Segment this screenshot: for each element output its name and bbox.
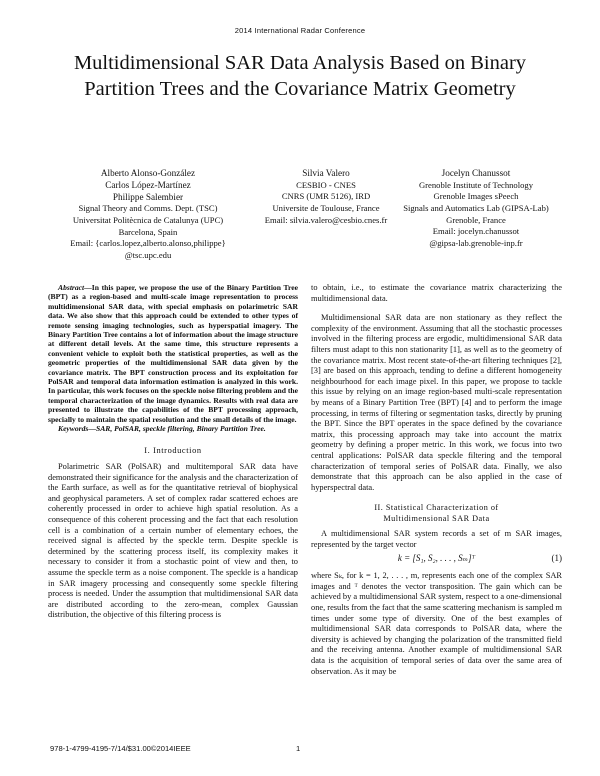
continuation-paragraph: to obtain, i.e., to estimate the covariance matrix characterizing the multidimensional data. — [311, 283, 562, 303]
author-line: Grenoble, France — [446, 214, 506, 225]
author-line: CNRS (UMR 5126), IRD — [281, 191, 371, 202]
author-line: @tsc.upc.edu — [124, 249, 172, 260]
author-line: Alberto Alonso-González — [100, 168, 196, 178]
author-block-2 — [262, 168, 390, 226]
author-line: Silvia Valero — [302, 168, 350, 178]
equation-body: k = [S₁, S₂, . . . , Sₘ]ᵀ — [397, 553, 476, 564]
author-line: Philippe Salembier — [112, 191, 184, 202]
author-line: Email: {carlos.lopez,alberto.alonso,philippe} — [70, 238, 226, 249]
author-line: Email: jocelyn.chanussot — [432, 226, 520, 237]
section-heading-line: Multidimensional SAR Data — [383, 513, 490, 523]
paper-title: Multidimensional SAR Data Analysis Based on Binary Partition Trees and the Covariance Matrix Geometry — [73, 52, 527, 100]
author-line: Signal Theory and Comms. Dept. (TSC) — [78, 203, 218, 214]
author-block-1 — [36, 168, 260, 261]
author-line: Barcelona, Spain — [118, 226, 178, 237]
left-column — [48, 283, 298, 621]
equation-1 — [311, 553, 562, 567]
author-line: Universitat Politècnica de Catalunya (UPC) — [72, 214, 224, 225]
footer-copyright: 978-1-4799-4195-7/14/$31.00©2014IEEE — [50, 744, 191, 753]
target-vector-paragraph: A multidimensional SAR system records a set of m SAR images, represented by the target vector — [311, 529, 562, 549]
author-line: CESBIO - CNES — [296, 179, 356, 190]
equation-number: (1) — [551, 553, 562, 564]
author-line: Jocelyn Chanussot — [441, 168, 511, 178]
abstract-label: Abstract — [58, 283, 85, 292]
author-line: Grenoble Institute of Technology — [418, 179, 534, 190]
abstract-text: —In this paper, we propose the use of the Binary Partition Tree (BPT) as a region-based and multi-scale image representation to process multidimensional SAR data, with special emphasis on polarimetric SAR data. We also show that this approach could be extended to other types of remote sensing imaging technologies, such as hyperspatial imagery. The Binary Partition Tree contains a lot of information about the image structure at different detail levels. At the same time, this structure represents a convenient vehicle to exploit both the statistical properties, as well as the geometric properties of the multidimensional SAR data given by the covariance matrix. The BPT construction process and its exploitation for PolSAR and temporal data information estimation is analyzed in this work. In particular, this work focuses on the speckle noise filtering problem and the temporal characterization of the image dynamics. Results with real data are presented to illustrate the capabilities of the BPT processing approach, specially to maintain the spatial resolution and the small details of the image. — [48, 283, 298, 424]
author-line: Signals and Automatics Lab (GIPSA-Lab) — [403, 202, 549, 213]
conference-header: 2014 International Radar Conference — [234, 26, 366, 35]
author-line: Carlos López-Martínez — [105, 179, 191, 190]
page-number: 1 — [296, 744, 301, 753]
author-block-3 — [388, 168, 564, 249]
abstract — [48, 283, 298, 424]
section-heading-statistical — [311, 503, 562, 524]
nonstationary-paragraph: Multidimensional SAR data are non stationary as they reflect the complexity of the environment. Assuming that all the stochastic processes involved in the filtering process are ergodic, multidimensional SAR data filters must adapt to this non stationarity [1], as well as to the geometry of the covariance matrix. Most recent state-of-the-art filtering techniques [2], [3] are based on this approach, tending to define a different homogeneity neighbourhood for each image pixel. In this paper, we propose to tackle this issue by relying on an image region-based multi-scale representation by means of a Binary Partition Tree (BPT) [4] and to perform the image processing, in terms of filtering or segmentation tasks, directly by pruning the BPT. Since the BPT operates in the space defined by the covariance matrix, this processing approach may take into account the matrix geometry by defining a proper metric. In this work, we focus into two central applications: PolSAR data speckle filtering and the temporal characterization of temporal series of PolSAR data. Finally, we also demonstrate that this approach can be also applied in the case of hyperspectral data. — [311, 313, 562, 492]
author-line: Universite de Toulouse, France — [272, 202, 380, 213]
definitions-paragraph: where Sₖ, for k = 1, 2, . . . , m, represents each one of the complex SAR images and ᵀ denotes the vector transposition. The gain which can be achieved by a multidimensional SAR system, respect to a one-dimensional one, results from the fact that the same scattering mechanism is sampled m times under some type of diversity. One of the best examples of multidimensional SAR data corresponds to PolSAR data, where the diversity is achieved by changing the polarization of the transmitted field and the receiving antenna. Another example of multidimensional SAR data is the acquisition of temporal series of data over the same area of observation. As it may be — [311, 571, 562, 676]
keywords: Keywords—SAR, PolSAR, speckle filtering, Binary Partition Tree. — [58, 424, 266, 434]
section-heading-introduction: I. Introduction — [144, 445, 202, 455]
author-line: Grenoble Images sPeech — [433, 191, 519, 202]
section-heading-line: II. Statistical Characterization of — [374, 503, 499, 513]
author-line: Email: silvia.valero@cesbio.cnes.fr — [264, 214, 388, 225]
right-column — [311, 283, 562, 677]
author-line: @gipsa-lab.grenoble-inp.fr — [429, 237, 523, 248]
introduction-paragraph: Polarimetric SAR (PolSAR) and multitemporal SAR data have demonstrated their significance for the analysis and the characterization of the Earth surface, as well as for the quantitative retrieval of biophysical and geophysical parameters. A set of complex radar scattered echoes are coherently processed in order to achieve high spatial resolution. As a consequence of this coherent processing and the fact that each resolution cell is a combination of a certain number of elementary echoes, the received signal is affected by the speckle term. Despite speckle is determined by the scattering process itself, its complexity makes it necessary to consider it from a stochastic point of view and then, to assume the speckle term as a noise component. The speckle is a handicap in SAR imagery processing and consequently some speckle filtering process is needed. Under the assumption that multidimensional SAR data are distributed according to the zero-mean, complex Gaussian distribution, the objective of this filtering process is — [48, 462, 298, 620]
